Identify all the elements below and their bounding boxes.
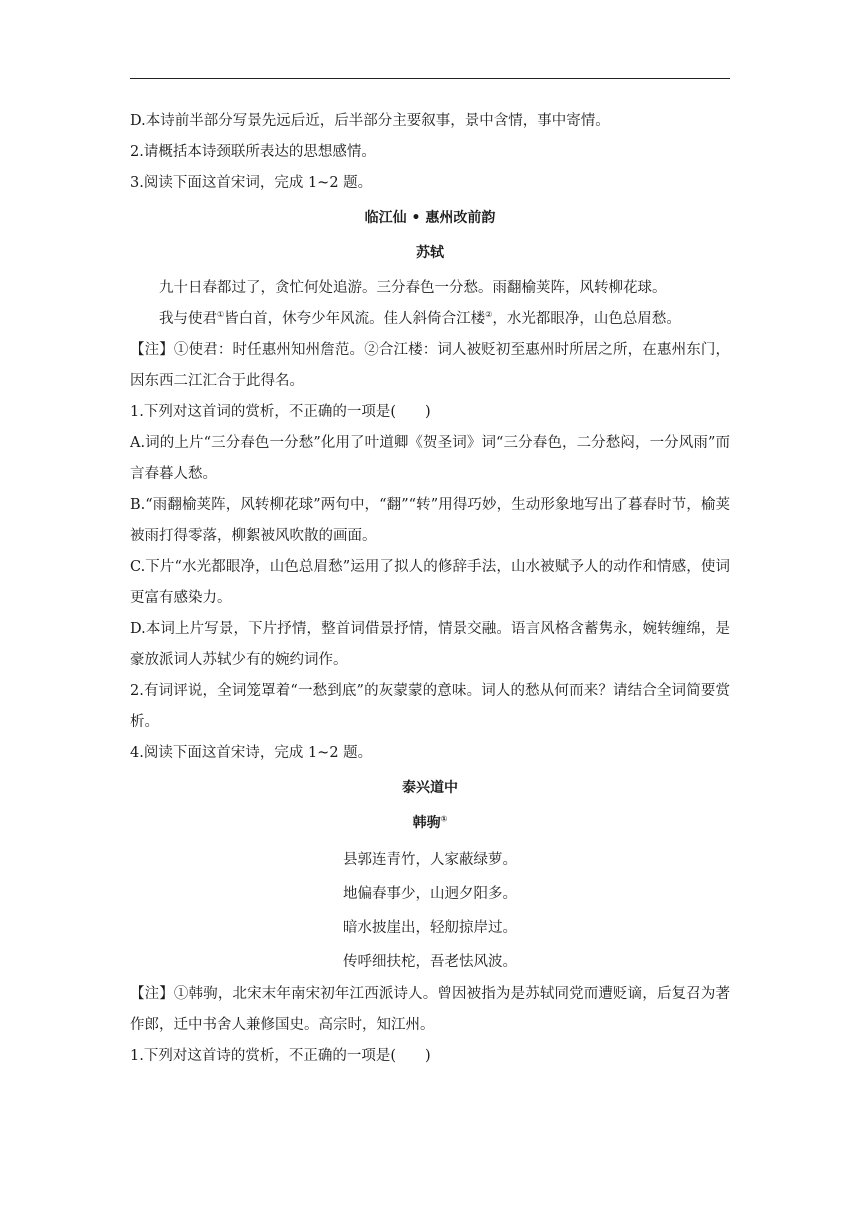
poem2-line: 地偏春事少，山迥夕阳多。 (343, 886, 517, 902)
question-4-intro: 4.阅读下面这首宋诗，完成 1~2 题。 (130, 745, 373, 761)
q1-option-b: B.“雨翻榆荚阵，风转柳花球”两句中，“翻”“转”用得巧妙，生动形象地写出了暮春时节，榆荚被雨打得零落，柳絮被风吹散的画面。 (130, 497, 730, 544)
poem2-author (130, 808, 730, 839)
footnote-marker-2: ② (485, 310, 493, 320)
poem2-line: 传呼细扶柁，吾老怯风波。 (343, 954, 517, 970)
q1-option-c: C.下片“水光都眼净，山色总眉愁”运用了拟人的修辞手法，山水被赋予人的动作和情感，使词更富有感染力。 (130, 559, 730, 606)
question-3-intro: 3.阅读下面这首宋词，完成 1~2 题。 (130, 175, 373, 191)
poem2-line: 暗水披崖出，轻舠掠岸过。 (343, 920, 517, 936)
poem2-note: 【注】①韩驹，北宋末年南宋初年江西派诗人。曾因被指为是苏轼同党而遭贬谪，后复召为著作郎，迁中书舍人兼修国史。高宗时，知江州。 (130, 986, 730, 1033)
q1-option-d: D.本词上片写景，下片抒情，整首词借景抒情，情景交融。语言风格含蓄隽永，婉转缠绵，是豪放派词人苏轼少有的婉约词作。 (130, 621, 730, 668)
poem2-title: 泰兴道中 (402, 780, 458, 796)
poem2-author-name: 韩驹 (412, 815, 441, 831)
q1-stem: 1.下列对这首词的赏析，不正确的一项是( ) (130, 404, 431, 420)
header-rule (130, 78, 730, 79)
document-body (130, 106, 730, 1072)
question-2-prev: 2.请概括本诗颈联所表达的思想感情。 (130, 144, 376, 160)
poem1-author: 苏轼 (416, 245, 444, 261)
q1-option-a: A.词的上片“三分春色一分愁”化用了叶道卿《贺圣词》词“三分春色，二分愁闷，一分风雨”而言春暮人愁。 (130, 435, 730, 482)
poem1-line2 (130, 304, 730, 335)
poem1-line2-a: 我与使君 (159, 311, 217, 327)
q2-stem: 2.有词评说，全词笼罩着“一愁到底”的灰蒙蒙的意味。词人的愁从何而来？请结合全词简要赏析。 (130, 683, 730, 730)
poem1-line2-c: ，水光都眼净，山色总眉愁。 (492, 311, 681, 327)
option-d-prev: D.本诗前半部分写景先远后近，后半部分主要叙事，景中含情，事中寄情。 (130, 113, 610, 129)
poem1-note: 【注】①使君：时任惠州知州詹范。②合江楼：词人被贬初至惠州时所居之所，在惠州东门，因东西二江汇合于此得名。 (130, 342, 730, 389)
poem1-line2-b: 皆白首，休夸少年风流。佳人斜倚合江楼 (224, 311, 486, 327)
footnote-marker-3: ① (440, 814, 448, 824)
footnote-marker-1: ① (217, 310, 225, 320)
poem1-title: 临江仙 • 惠州改前韵 (364, 210, 496, 226)
poem2-line: 县郭连青竹，人家蔽绿萝。 (343, 852, 517, 868)
q1-stem-2: 1.下列对这首诗的赏析，不正确的一项是( ) (130, 1048, 431, 1064)
poem1-line1: 九十日春都过了，贪忙何处追游。三分春色一分愁。雨翻榆荚阵，风转柳花球。 (159, 280, 667, 296)
